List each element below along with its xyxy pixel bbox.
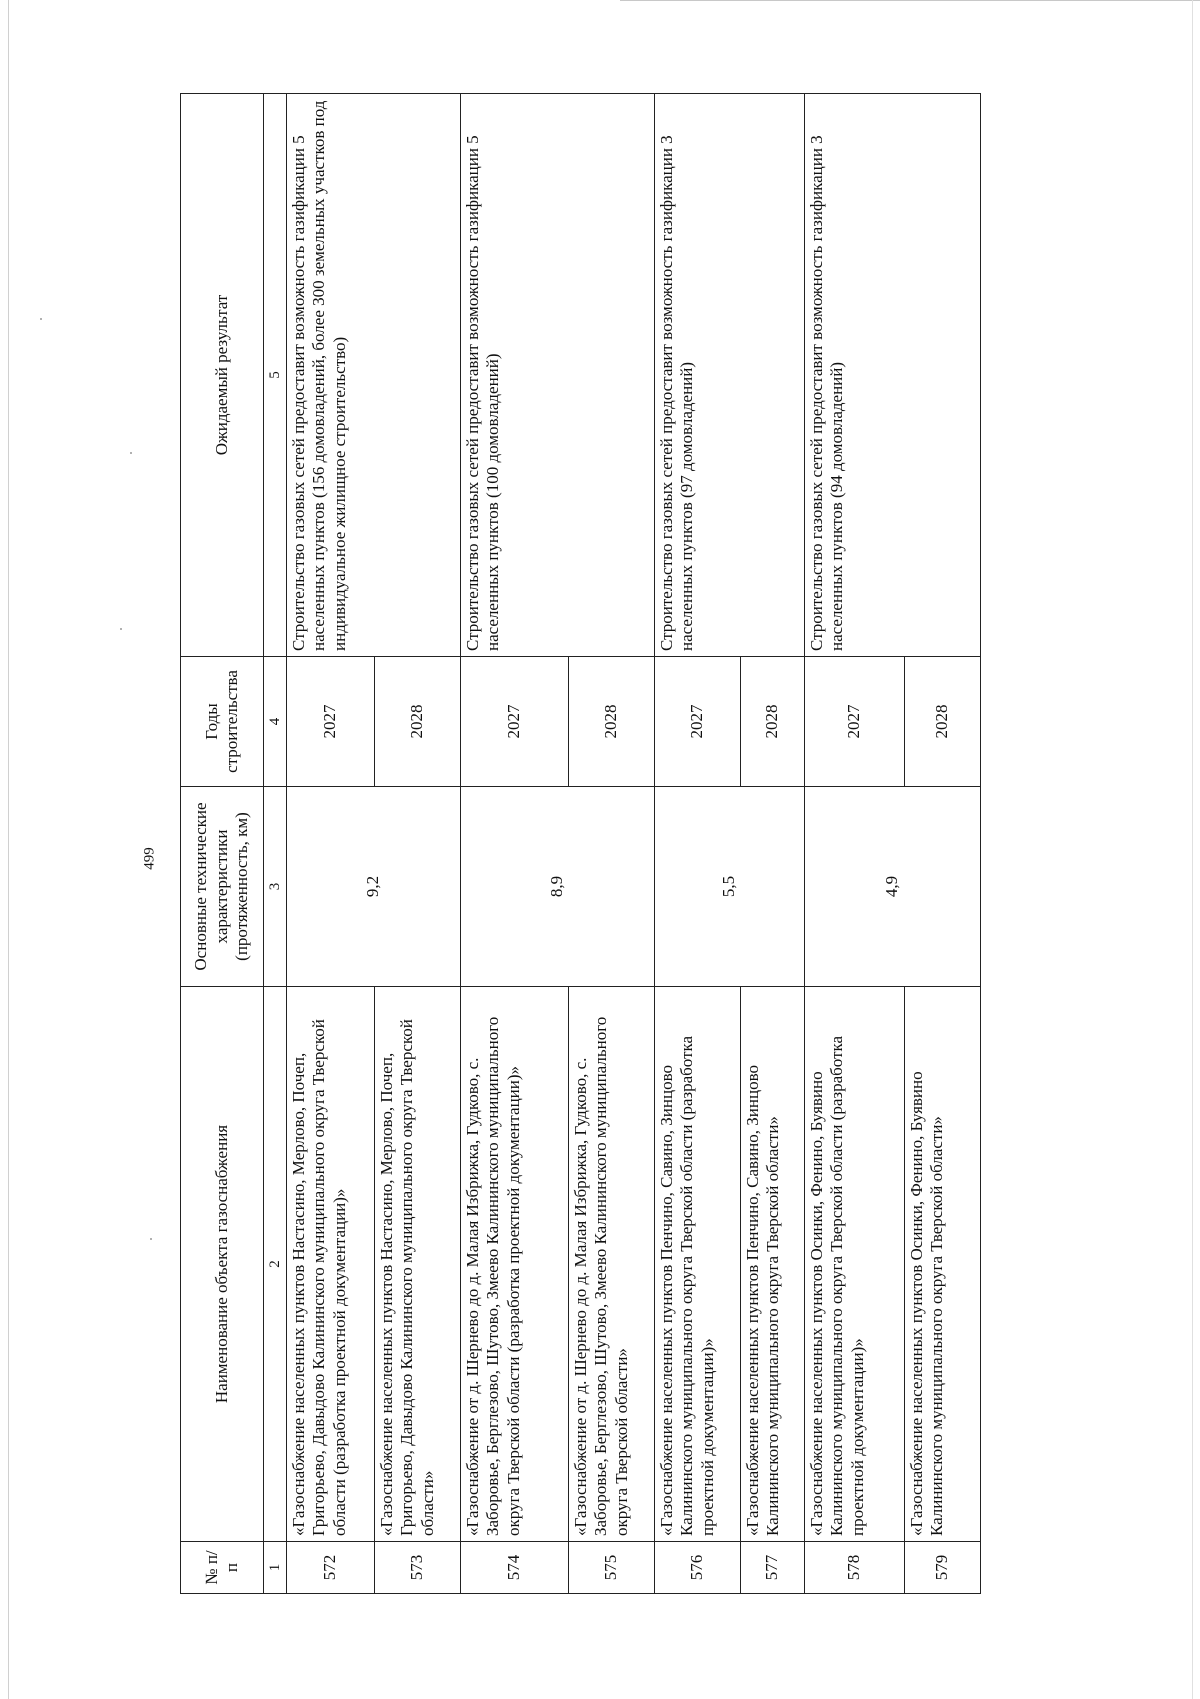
column-number: 1 [264,1542,287,1594]
expected-result: Строительство газовых сетей предоставит возможность газификации 5 населенных пунктов (100 домовладений) [461,94,655,657]
construction-year: 2027 [655,657,741,787]
scan-speck [130,452,132,454]
row-number: 578 [805,1542,905,1594]
object-name: «Газоснабжение от д. Шернево до д. Малая Избрижка, Гудково, с. Заборовье, Берглезово, Шутово, Змеево Калининского муниципального округа Тверской области (разработка проектной документации)» [461,987,569,1542]
expected-result: Строительство газовых сетей предоставит возможность газификации 5 населенных пунктов (156 домовладений, более 300 земельных участков под индивидуальное жилищное строительство) [287,94,461,657]
object-name: «Газоснабжение населенных пунктов Настасино, Мерлово, Почеп, Григорьево, Давыдово Калининского муниципального округа Тверской области» [375,987,461,1542]
expected-result: Строительство газовых сетей предоставит возможность газификации 3 населенных пунктов (94 домовладений) [805,94,981,657]
table-row [805,94,905,1594]
scan-speck [120,628,122,630]
header-no: № п/п [181,1542,264,1594]
object-name: «Газоснабжение от д. Шернево до д. Малая Избрижка, Гудково, с. Заборовье, Берглезово, Шутово, Змеево Калининского муниципального округа Тверской области» [569,987,655,1542]
object-name: «Газоснабжение населенных пунктов Осинки, Фенино, Буявино Калининского муниципального округа Тверской области» [905,987,981,1542]
table-row [461,94,569,1594]
column-number: 2 [264,987,287,1542]
row-number: 576 [655,1542,741,1594]
row-number: 572 [287,1542,375,1594]
header-length: Основные технические характеристики (протяженность, км) [181,787,264,987]
gas-supply-table [180,93,981,1594]
construction-year: 2028 [741,657,805,787]
object-name: «Газоснабжение населенных пунктов Настасино, Мерлово, Почеп, Григорьево, Давыдово Калининского муниципального округа Тверской области (разработка проектной документации)» [287,987,375,1542]
table-frame [180,94,1180,1594]
construction-year: 2027 [287,657,375,787]
row-number: 577 [741,1542,805,1594]
row-number: 579 [905,1542,981,1594]
construction-year: 2028 [905,657,981,787]
object-name: «Газоснабжение населенных пунктов Пенчино, Савино, Зинцово Калининского муниципального округа Тверской области» [741,987,805,1542]
construction-year: 2028 [375,657,461,787]
column-number: 3 [264,787,287,987]
page-number: 499 [141,847,158,870]
object-name: «Газоснабжение населенных пунктов Осинки, Фенино, Буявино Калининского муниципального округа Тверской области (разработка проектной документации)» [805,987,905,1542]
header-name: Наименование объекта газоснабжения [181,987,264,1542]
row-number: 575 [569,1542,655,1594]
row-number: 574 [461,1542,569,1594]
header-result: Ожидаемый результат [181,94,264,657]
rotated-table-wrapper [180,94,1180,1594]
length-km: 4,9 [805,787,981,987]
scan-edge-left [8,0,9,1699]
table-row [655,94,741,1594]
length-km: 5,5 [655,787,805,987]
construction-year: 2027 [461,657,569,787]
column-number: 4 [264,657,287,787]
construction-year: 2027 [805,657,905,787]
length-km: 8,9 [461,787,655,987]
object-name: «Газоснабжение населенных пунктов Пенчино, Савино, Зинцово Калининского муниципального округа Тверской области (разработка проектной документации)» [655,987,741,1542]
row-number: 573 [375,1542,461,1594]
expected-result: Строительство газовых сетей предоставит возможность газификации 3 населенных пунктов (97 домовладений) [655,94,805,657]
header-years: Годы строительства [181,657,264,787]
construction-year: 2028 [569,657,655,787]
scan-edge-right [1192,0,1193,1699]
table-row [287,94,375,1594]
scan-speck [40,318,42,320]
length-km: 9,2 [287,787,461,987]
scan-edge-top [620,0,1200,1]
scan-speck [150,1238,152,1240]
column-number-row [264,94,287,1594]
column-number: 5 [264,94,287,657]
table-header-row [181,94,264,1594]
